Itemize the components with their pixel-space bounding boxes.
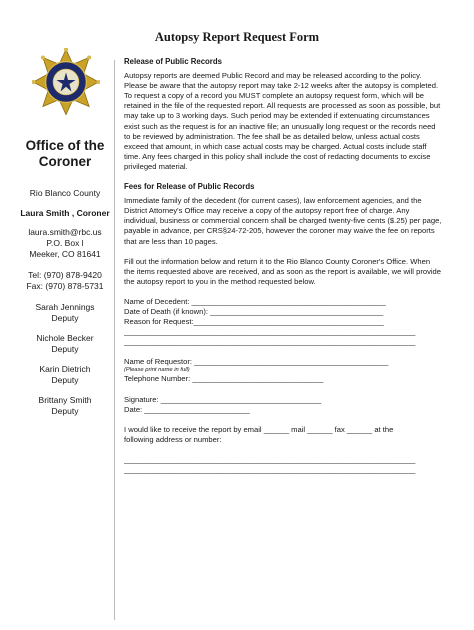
deputy-entry: Karin Dietrich Deputy (39, 364, 91, 385)
deputy-entry: Brittany Smith Deputy (38, 395, 92, 416)
city-state-zip: Meeker, CO 81641 (29, 249, 101, 259)
email-address: laura.smith@rbc.us (28, 227, 102, 237)
form-body (124, 57, 442, 475)
phone-numbers (0, 270, 130, 292)
office-title: Office of the Coroner (25, 138, 105, 169)
reason-line[interactable]: _____________________________________________________________________ (124, 337, 416, 347)
instructions-text: Fill out the information below and return it to the Rio Blanco County Coroner's Office. When the items requested above are received, and as soon as the report is available, we will provide the autopsy report to you in the method requested below. (124, 256, 442, 286)
reason-field[interactable]: Reason for Request:_____________________________________________ (124, 317, 384, 327)
telephone-field[interactable]: Telephone Number: _______________________________ (124, 374, 324, 384)
release-heading: Release of Public Records (124, 57, 222, 66)
requestor-hint: (Please print name in full) (124, 367, 190, 374)
date-field[interactable]: Date: _________________________ (124, 404, 250, 414)
decedent-name-field[interactable]: Name of Decedent: ______________________________________________ (124, 296, 386, 306)
release-text: Autopsy reports are deemed Public Record and may be released according to the policy. Please be aware that the autopsy report may take 2-12 weeks after the autopsy is completed. To request a copy of a record you MUST complete an autopsy request form, which will be retained in the file of the requested report. All requests are processed as soon as possible, but may take up to 3 working days. Such period may be extended if extenuating circumstances exist such as the request is for an inactive file; an unusually long request or the records need to be reviewed by administration. The fee shall be as detailed below, unless actual costs exceed that amount, in which case actual costs may be charged. Actual costs include staff time. Any fees charged in this policy shall include the cost of redacting documents to excise privileged material. (124, 71, 441, 171)
coroner-badge-logo (32, 48, 100, 116)
delivery-address-label: following address or number: (124, 434, 222, 444)
address-line[interactable]: _____________________________________________________________________ (124, 454, 416, 464)
fees-text: Immediate family of the decedent (for current cases), law enforcement agencies, and the District Attorney's Office may receive a copy of the autopsy report free of charge. Any individual, business or commercial concern shall be charged twenty-five cents ($.25) per page, payable in advance, per CRS§24-72-205, however the coroner may waive the fee on reports that are less than 10 pages. (124, 196, 442, 246)
delivery-method-field[interactable]: I would like to receive the report by email ______ mail ______ fax ______ at the (124, 424, 394, 434)
deputy-entry: Sarah Jennings Deputy (35, 302, 95, 323)
fees-heading: Fees for Release of Public Records (124, 182, 255, 192)
deputy-entry: Nichole Becker Deputy (36, 333, 94, 354)
contact-address (0, 227, 130, 260)
fax: Fax: (970) 878-5731 (26, 281, 104, 291)
requestor-name-field[interactable]: Name of Requestor: ______________________________________________ (124, 357, 389, 367)
coroner-name: Laura Smith , Coroner (20, 208, 110, 218)
sidebar (0, 138, 130, 416)
signature-field[interactable]: Signature: ______________________________________ (124, 394, 322, 404)
telephone: Tel: (970) 878-9420 (28, 270, 102, 280)
reason-line[interactable]: _____________________________________________________________________ (124, 327, 416, 337)
page-title: Autopsy Report Request Form (154, 30, 320, 44)
date-of-death-field[interactable]: Date of Death (if known): _________________________________________ (124, 306, 384, 316)
po-box: P.O. Box l (46, 238, 84, 248)
county-name: Rio Blanco County (29, 188, 101, 198)
address-line[interactable]: _____________________________________________________________________ (124, 465, 416, 474)
